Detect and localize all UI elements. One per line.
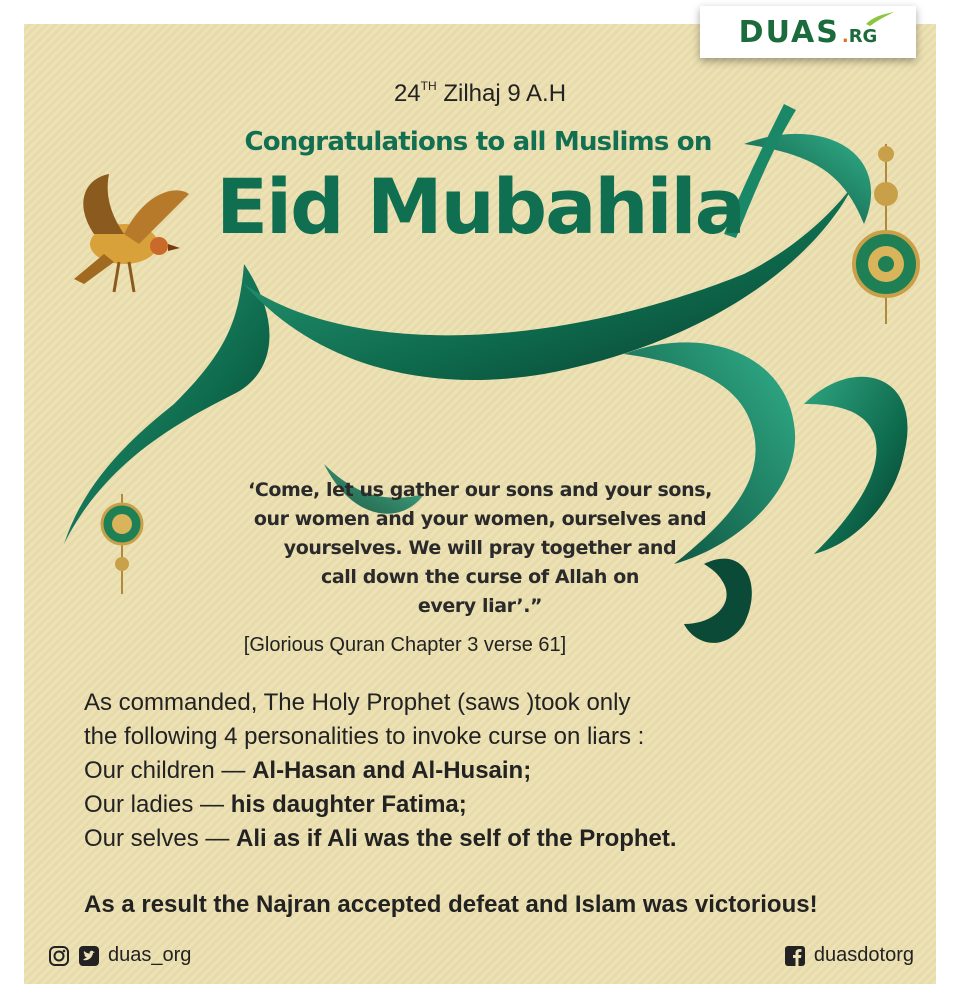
label-ladies: Our ladies — xyxy=(84,791,231,818)
ornament-left xyxy=(102,494,142,594)
footer-social-right xyxy=(784,944,914,967)
value-children: Al-Hasan and Al-Husain; xyxy=(252,757,532,784)
duas-logo[interactable] xyxy=(700,6,916,58)
quote-line: call down the curse of Allah on xyxy=(321,566,639,588)
logo-suffix-text: RG xyxy=(848,25,878,47)
body-line: As commanded, The Holy Prophet (saws )took only xyxy=(84,689,631,716)
quote-line: yourselves. We will pray together and xyxy=(283,537,677,559)
body-line: the following 4 personalities to invoke curse on liars : xyxy=(84,723,645,750)
congrats-heading: Congratulations to all Muslims on xyxy=(244,127,712,157)
value-ladies: his daughter Fatima; xyxy=(230,791,467,818)
body-line-ladies xyxy=(84,788,914,822)
date-rest: Zilhaj 9 A.H xyxy=(443,80,567,107)
logo-dot: . xyxy=(841,25,849,47)
hijri-date xyxy=(24,80,936,108)
date-day: 24 xyxy=(393,80,421,107)
logo-text: DUAS xyxy=(738,14,840,50)
quote-reference: [Glorious Quran Chapter 3 verse 61] xyxy=(243,634,567,656)
quran-quote xyxy=(180,476,780,621)
social-handle-right[interactable]: duasdotorg xyxy=(813,944,914,966)
logo-swoosh-icon xyxy=(866,12,894,26)
quote-line: ‘Come, let us gather our sons and your sons, xyxy=(248,479,712,501)
value-selves: Ali as if Ali was the self of the Prophet. xyxy=(236,825,677,852)
quote-line: our women and your women, ourselves and xyxy=(253,508,707,530)
twitter-icon[interactable] xyxy=(78,945,100,967)
label-selves: Our selves — xyxy=(84,825,237,852)
logo-suffix xyxy=(842,26,877,47)
date-suffix: TH xyxy=(420,79,437,93)
quote-line: every liar’.” xyxy=(417,595,543,617)
conclusion-text: As a result the Najran accepted defeat and Islam was victorious! xyxy=(84,891,818,918)
social-handle-left[interactable]: duas_org xyxy=(108,944,192,966)
footer-social-left xyxy=(48,944,191,967)
facebook-icon[interactable] xyxy=(784,945,806,967)
body-paragraph xyxy=(84,686,914,856)
poster-card xyxy=(24,24,936,984)
body-line-children xyxy=(84,754,914,788)
body-line-selves xyxy=(84,822,914,856)
label-children: Our children — xyxy=(84,757,253,784)
instagram-icon[interactable] xyxy=(48,945,70,967)
page-title: Eid Mubahila xyxy=(216,162,744,251)
